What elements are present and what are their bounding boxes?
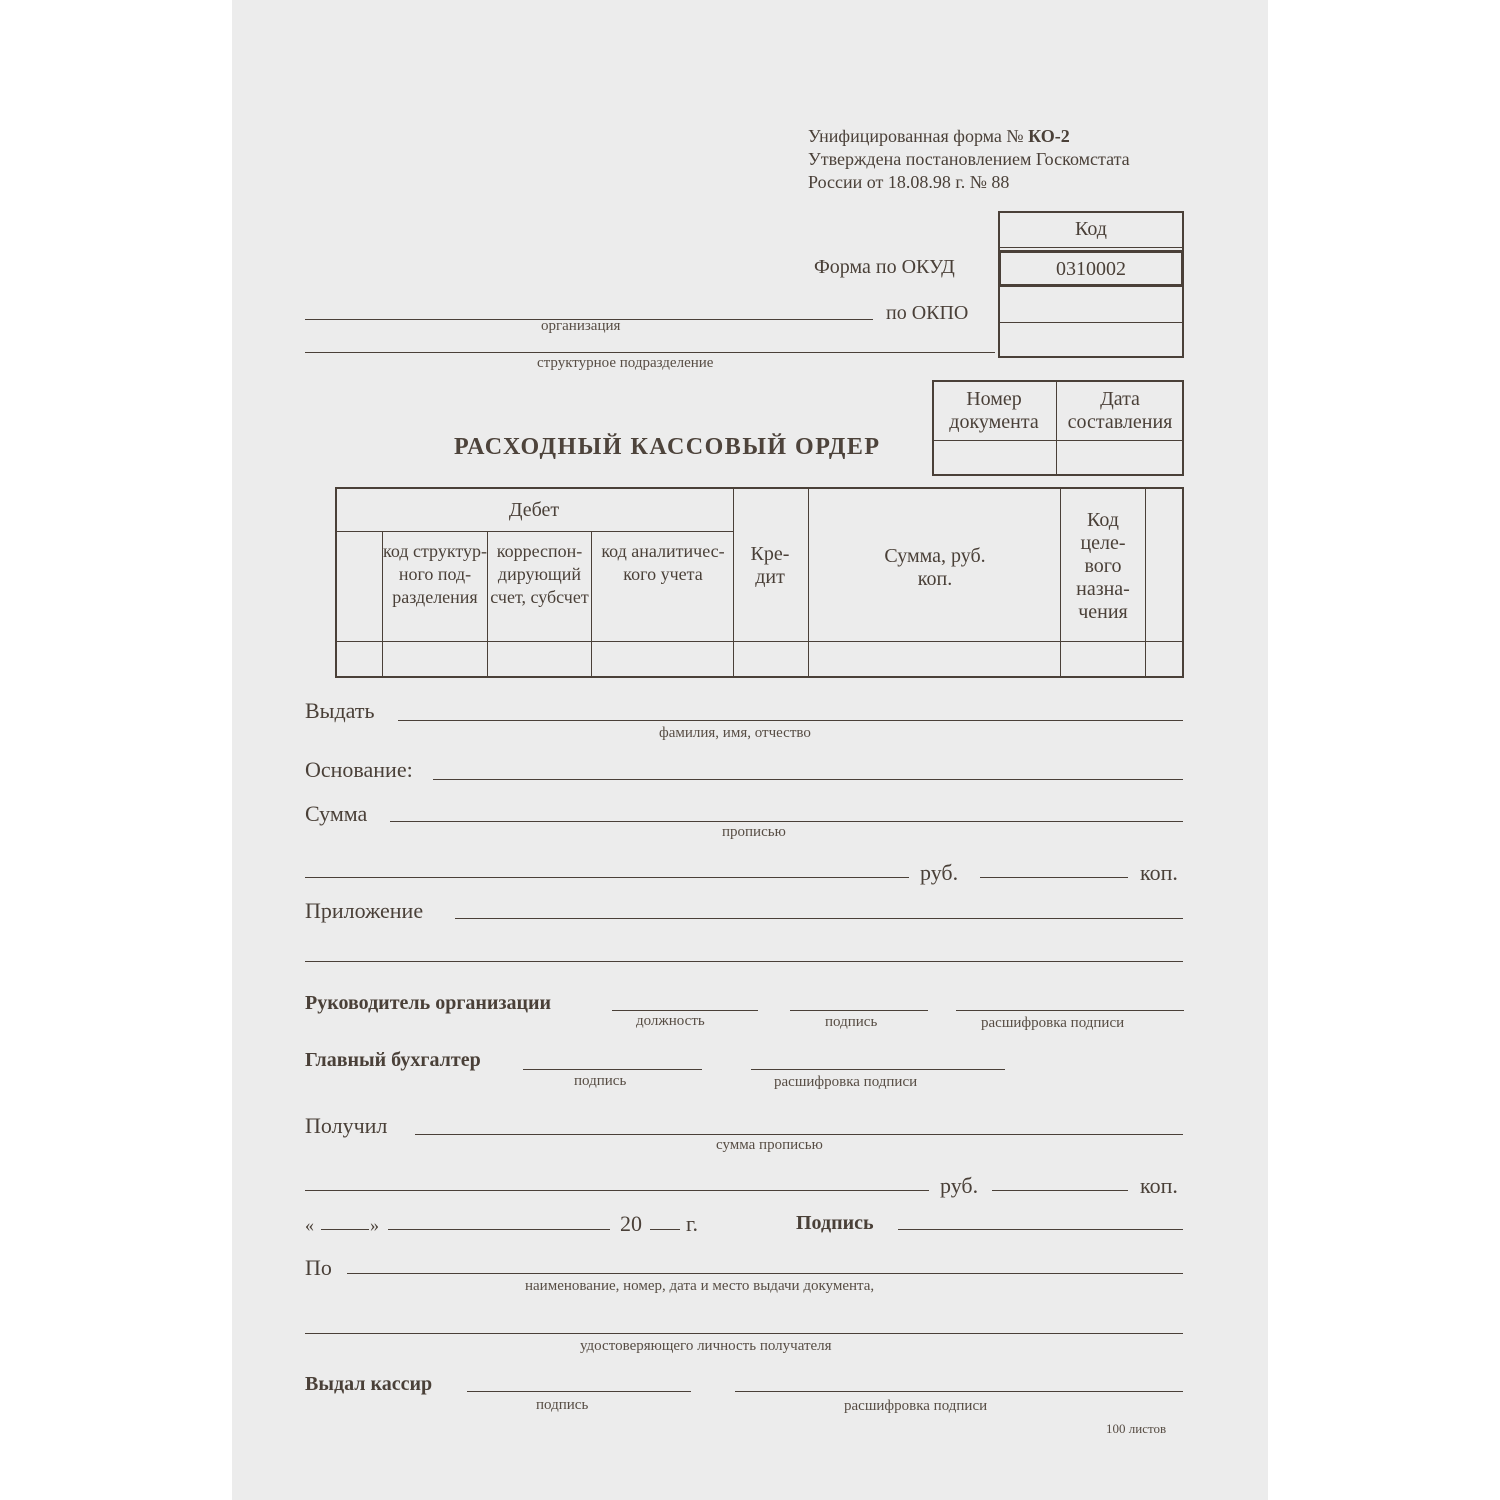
doc-caption-2: удостоверяющего личность получателя bbox=[580, 1338, 832, 1354]
cashier-label: Выдал кассир bbox=[305, 1373, 433, 1395]
received-label: Получил bbox=[305, 1113, 388, 1138]
debit-divider bbox=[335, 531, 733, 532]
date-year-prefix: 20 bbox=[620, 1211, 642, 1236]
attachment-label: Приложение bbox=[305, 898, 424, 923]
chief-decode-line[interactable] bbox=[751, 1069, 1005, 1070]
chief-sign-caption: подпись bbox=[574, 1073, 627, 1089]
sum-rub-label: руб. bbox=[920, 860, 959, 885]
received-caption: сумма прописью bbox=[716, 1137, 823, 1153]
date-year-line[interactable] bbox=[650, 1229, 680, 1230]
department-line[interactable] bbox=[305, 352, 995, 353]
date-quote-close: » bbox=[370, 1215, 379, 1235]
doc-caption-1: наименование, номер, дата и место выдачи документа, bbox=[525, 1278, 875, 1294]
table-data-row[interactable] bbox=[337, 643, 1182, 676]
doc-number-label: Номер документа bbox=[949, 388, 1039, 433]
page-title: РАСХОДНЫЙ КАССОВЫЙ ОРДЕР bbox=[454, 434, 881, 460]
sum-words-line[interactable] bbox=[390, 821, 1183, 822]
cashier-decode-line[interactable] bbox=[735, 1391, 1183, 1392]
cashier-decode-caption: расшифровка подписи bbox=[844, 1398, 988, 1414]
basis-label: Основание: bbox=[305, 757, 413, 782]
okud-label: Форма по ОКУД bbox=[814, 256, 955, 278]
attachment-line-2[interactable] bbox=[305, 961, 1183, 962]
chief-sign-line[interactable] bbox=[523, 1069, 702, 1070]
form-header-line3: России от 18.08.98 г. № 88 bbox=[808, 172, 1010, 192]
sum-words-caption: прописью bbox=[722, 824, 786, 840]
head-sign-line[interactable] bbox=[790, 1010, 928, 1011]
date-quote-open: « bbox=[305, 1215, 314, 1235]
received-line[interactable] bbox=[415, 1134, 1183, 1135]
by-line-2[interactable] bbox=[305, 1333, 1183, 1334]
date-month-line[interactable] bbox=[388, 1229, 610, 1230]
sheet-count-footer: 100 листов bbox=[1106, 1421, 1167, 1436]
code-divider bbox=[998, 247, 1184, 248]
sum-kop-label: коп. bbox=[1140, 860, 1178, 885]
cashier-sign-line[interactable] bbox=[467, 1391, 691, 1392]
date-day-line[interactable] bbox=[321, 1229, 369, 1230]
received-kop-line[interactable] bbox=[992, 1190, 1128, 1191]
doc-date-label: Дата составления bbox=[1067, 388, 1173, 433]
sum-header: Сумма, руб. коп. bbox=[884, 545, 986, 590]
form-header-line2: Утверждена постановлением Госкомстата bbox=[808, 149, 1130, 169]
form-header-line1 bbox=[808, 126, 1070, 147]
doc-number-cell[interactable] bbox=[934, 442, 1054, 474]
by-line[interactable] bbox=[347, 1273, 1183, 1274]
purpose-header: Код целе- вого назна- чения bbox=[1076, 509, 1130, 623]
chief-label: Главный бухгалтер bbox=[305, 1049, 481, 1071]
code-header: Код bbox=[1075, 218, 1107, 240]
head-position-line[interactable] bbox=[612, 1010, 758, 1011]
doc-info-divider-h bbox=[932, 440, 1184, 441]
doc-date-cell[interactable] bbox=[1058, 442, 1182, 474]
table-header-bottom bbox=[335, 641, 1184, 642]
col-struct-header: код структур- ного под- разделения bbox=[383, 541, 487, 607]
basis-line[interactable] bbox=[433, 779, 1183, 780]
received-kop-label: коп. bbox=[1140, 1173, 1178, 1198]
issue-line[interactable] bbox=[398, 720, 1183, 721]
head-position-caption: должность bbox=[636, 1013, 705, 1029]
issue-caption: фамилия, имя, отчество bbox=[659, 725, 811, 741]
sum-rub-line[interactable] bbox=[305, 877, 909, 878]
sum-kop-line[interactable] bbox=[980, 877, 1128, 878]
head-decode-caption: расшифровка подписи bbox=[981, 1015, 1125, 1031]
received-rub-line[interactable] bbox=[305, 1190, 929, 1191]
col-analytic-header: код аналитичес- кого учета bbox=[601, 541, 725, 584]
department-caption: структурное подразделение bbox=[537, 355, 714, 371]
form-header-prefix: Унифицированная форма № bbox=[808, 126, 1024, 146]
sum-label: Сумма bbox=[305, 801, 368, 826]
by-label: По bbox=[305, 1255, 332, 1280]
received-rub-label: руб. bbox=[940, 1173, 979, 1198]
cashier-sign-caption: подпись bbox=[536, 1397, 589, 1413]
okpo-label: по ОКПО bbox=[886, 302, 969, 324]
signature-line[interactable] bbox=[898, 1229, 1183, 1230]
issue-label: Выдать bbox=[305, 698, 375, 723]
chief-decode-caption: расшифровка подписи bbox=[774, 1074, 918, 1090]
debit-header: Дебет bbox=[508, 499, 560, 521]
okpo-divider bbox=[998, 322, 1184, 323]
date-year-suffix: г. bbox=[686, 1211, 699, 1236]
okud-value: 0310002 bbox=[1056, 258, 1126, 280]
head-sign-caption: подпись bbox=[825, 1014, 878, 1030]
attachment-line[interactable] bbox=[455, 918, 1183, 919]
col-corr-header: корреспон- дирующий счет, субсчет bbox=[490, 541, 589, 607]
credit-header: Кре- дит bbox=[750, 543, 790, 588]
head-label: Руководитель организации bbox=[305, 992, 552, 1014]
form-code: КО-2 bbox=[1028, 126, 1070, 146]
doc-info-divider-v bbox=[1056, 380, 1057, 476]
organization-caption: организация bbox=[541, 318, 621, 334]
head-decode-line[interactable] bbox=[956, 1010, 1184, 1011]
signature-label: Подпись bbox=[796, 1212, 874, 1234]
